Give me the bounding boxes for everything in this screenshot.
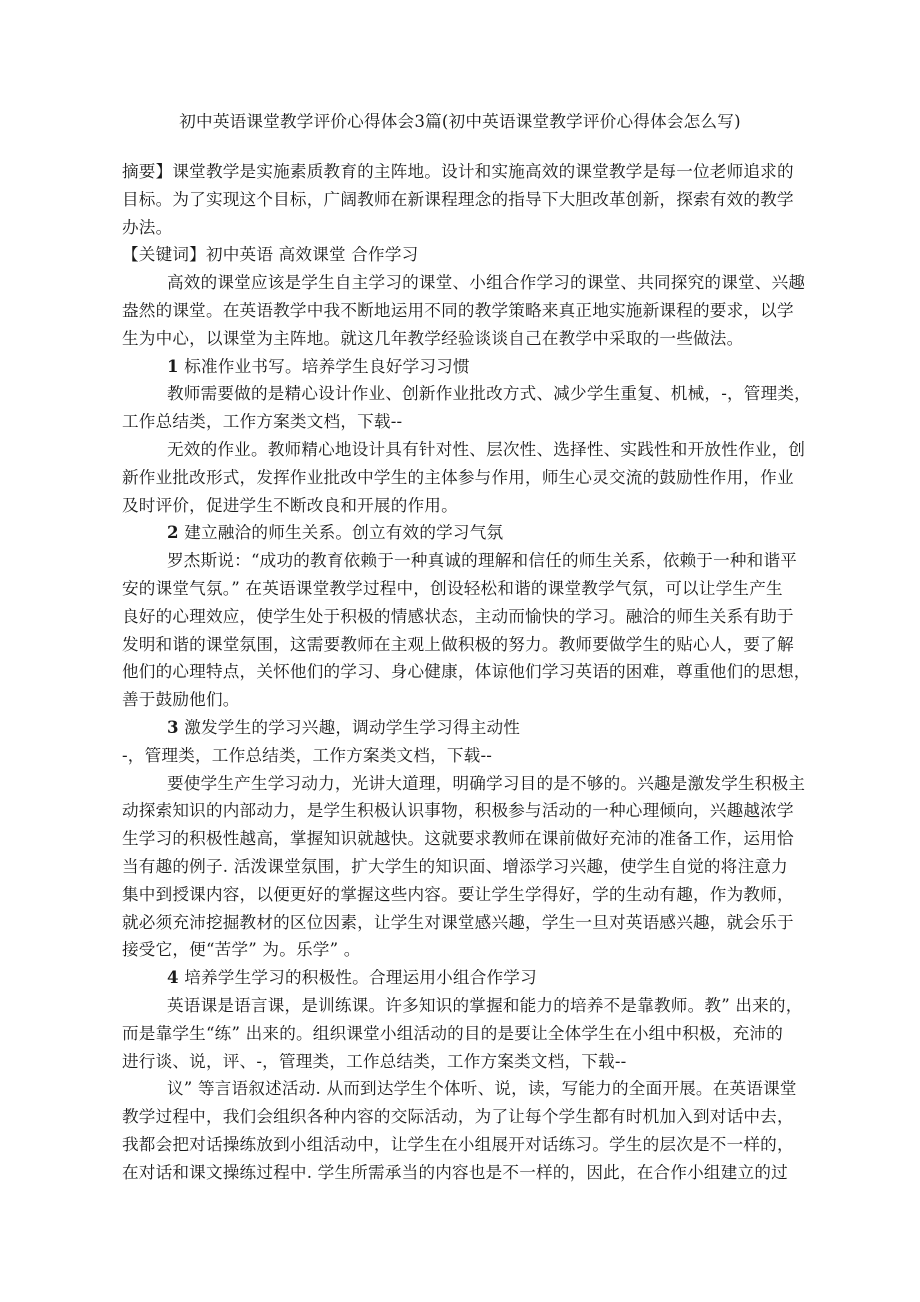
text-line: 良好的心理效应，使学生处于积极的情感状态，主动而愉快的学习。融洽的师生关系有助于 xyxy=(122,606,794,626)
text-line: 他们的心理特点，关怀他们的学习、身心健康，体谅他们学习英语的困难，尊重他们的思想， xyxy=(122,662,811,682)
paragraph xyxy=(122,770,806,965)
paragraph xyxy=(122,353,798,381)
text-line: 接受它，便“苦学” 为。乐学” 。 xyxy=(122,940,361,960)
document-body xyxy=(122,158,811,1186)
paragraph xyxy=(122,1075,798,1186)
text-line: 及时评价，促进学生不断改良和开展的作用。 xyxy=(122,495,458,515)
paragraph xyxy=(122,519,798,547)
text-line: 当有趣的例子. 活泼课堂氛围，扩大学生的知识面、增添学习兴趣，使学生自觉的将注意力 xyxy=(122,856,788,876)
section-heading-number: 3 xyxy=(167,716,179,737)
text-line: 教师需要做的是精心设计作业、创新作业批改方式、减少学生重复、机械，-，管理类， xyxy=(167,384,811,404)
section-heading-line: 2 建立融洽的师生关系。创立有效的学习气氛 xyxy=(167,522,504,543)
paragraph xyxy=(122,714,798,742)
text-line: 生学习的积极性越高，掌握知识就越快。这就要求教师在课前做好充沛的准备工作，运用恰 xyxy=(122,829,794,849)
text-line: 安的课堂气氛。” 在英语课堂教学过程中，创设轻松和谐的课堂教学气氛，可以让学生产生 xyxy=(122,578,783,598)
text-line: 集中到授课内容，以便更好的掌握这些内容。要让学生学得好，学的生动有趣，作为教师， xyxy=(122,884,794,904)
text-line: 无效的作业。教师精心地设计具有针对性、层次性、选择性、实践性和开放性作业，创 xyxy=(167,439,806,459)
document-page xyxy=(122,108,811,1186)
text-line: 罗杰斯说：“成功的教育依赖于一种真诚的理解和信任的师生关系，依赖于一种和谐平 xyxy=(167,551,798,571)
section-heading-line: 1 标准作业书写。培养学生良好学习习惯 xyxy=(167,355,470,376)
paragraph xyxy=(122,269,806,352)
text-line: 在对话和课文操练过程中. 学生所需承当的内容也是不一样的，因此，在合作小组建立的过 xyxy=(122,1162,788,1182)
section-heading-number: 1 xyxy=(167,355,179,376)
text-line: 工作总结类，工作方案类文档，下载-- xyxy=(122,412,403,432)
text-line: 议” 等言语叙述活动. 从而到达学生个体听、说，读，写能力的全面开展。在英语课堂 xyxy=(167,1079,797,1099)
paragraph xyxy=(122,742,798,770)
paragraph xyxy=(122,547,811,714)
text-line: 英语课是语言课，是训练课。许多知识的掌握和能力的培养不是靠教师。教” 出来的， xyxy=(167,995,803,1015)
text-line: 动探索知识的内部动力，是学生积极认识事物，积极参与活动的一种心理倾向，兴趣越浓学 xyxy=(122,801,794,821)
text-line: 要使学生产生学习动力，光讲大道理，明确学习目的是不够的。兴趣是激发学生积极主 xyxy=(167,773,806,793)
text-line: 就必须充沛挖掘教材的区位因素，让学生对课堂感兴趣，学生一旦对英语感兴趣，就会乐于 xyxy=(122,912,794,932)
text-line: 而是靠学生“练” 出来的。组织课堂小组活动的目的是要让全体学生在小组中积极，充沛的 xyxy=(122,1023,784,1043)
text-line: 进行谈、说，评、-，管理类，工作总结类，工作方案类文档，下载-- xyxy=(122,1051,627,1071)
paragraph xyxy=(122,158,798,241)
paragraph xyxy=(122,964,798,992)
text-line: 教学过程中，我们会组织各种内容的交际活动，为了让每个学生都有时机加入到对话中去， xyxy=(122,1107,794,1127)
text-line: 发明和谐的课堂氛围，这需要教师在主观上做积极的努力。教师要做学生的贴心人，要了解 xyxy=(122,634,794,654)
text-line: 摘要】课堂教学是实施素质教育的主阵地。设计和实施高效的课堂教学是每一位老师追求的 xyxy=(122,162,794,181)
text-line: 高效的课堂应该是学生自主学习的课堂、小组合作学习的课堂、共同探究的课堂、兴趣 xyxy=(167,273,806,293)
paragraph xyxy=(122,992,803,1075)
text-line: 目标。为了实现这个目标，广阔教师在新课程理念的指导下大胆改革创新，探索有效的教学 xyxy=(122,189,794,209)
section-heading-number: 4 xyxy=(167,967,179,988)
text-line: 我都会把对话操练放到小组活动中，让学生在小组展开对话练习。学生的层次是不一样的， xyxy=(122,1134,794,1154)
text-line: 办法。 xyxy=(122,217,173,237)
text-line: 【关键词】初中英语 高效课堂 合作学习 xyxy=(122,245,419,265)
document-title: 初中英语课堂教学评价心得体会3篇(初中英语课堂教学评价心得体会怎么写) xyxy=(179,112,741,131)
section-heading-line: 3 激发学生的学习兴趣，调动学生学习得主动性 xyxy=(167,716,521,737)
paragraph xyxy=(122,241,798,269)
text-line: 生为中心，以课堂为主阵地。就这几年教学经验谈谈自己在教学中采取的一些做法。 xyxy=(122,328,744,348)
paragraph xyxy=(122,436,806,519)
text-line: 善于鼓励他们。 xyxy=(122,690,240,710)
section-heading-line: 4 培养学生学习的积极性。合理运用小组合作学习 xyxy=(167,967,537,988)
section-heading-number: 2 xyxy=(167,522,179,543)
text-line: 盎然的课堂。在英语教学中我不断地运用不同的教学策略来真正地实施新课程的要求，以学 xyxy=(122,300,794,320)
text-line: 新作业批改形式，发挥作业批改中学生的主体参与作用，师生心灵交流的鼓励性作用，作业 xyxy=(122,467,794,487)
text-line: -，管理类，工作总结类，工作方案类文档，下载-- xyxy=(122,745,493,765)
paragraph xyxy=(122,380,811,436)
